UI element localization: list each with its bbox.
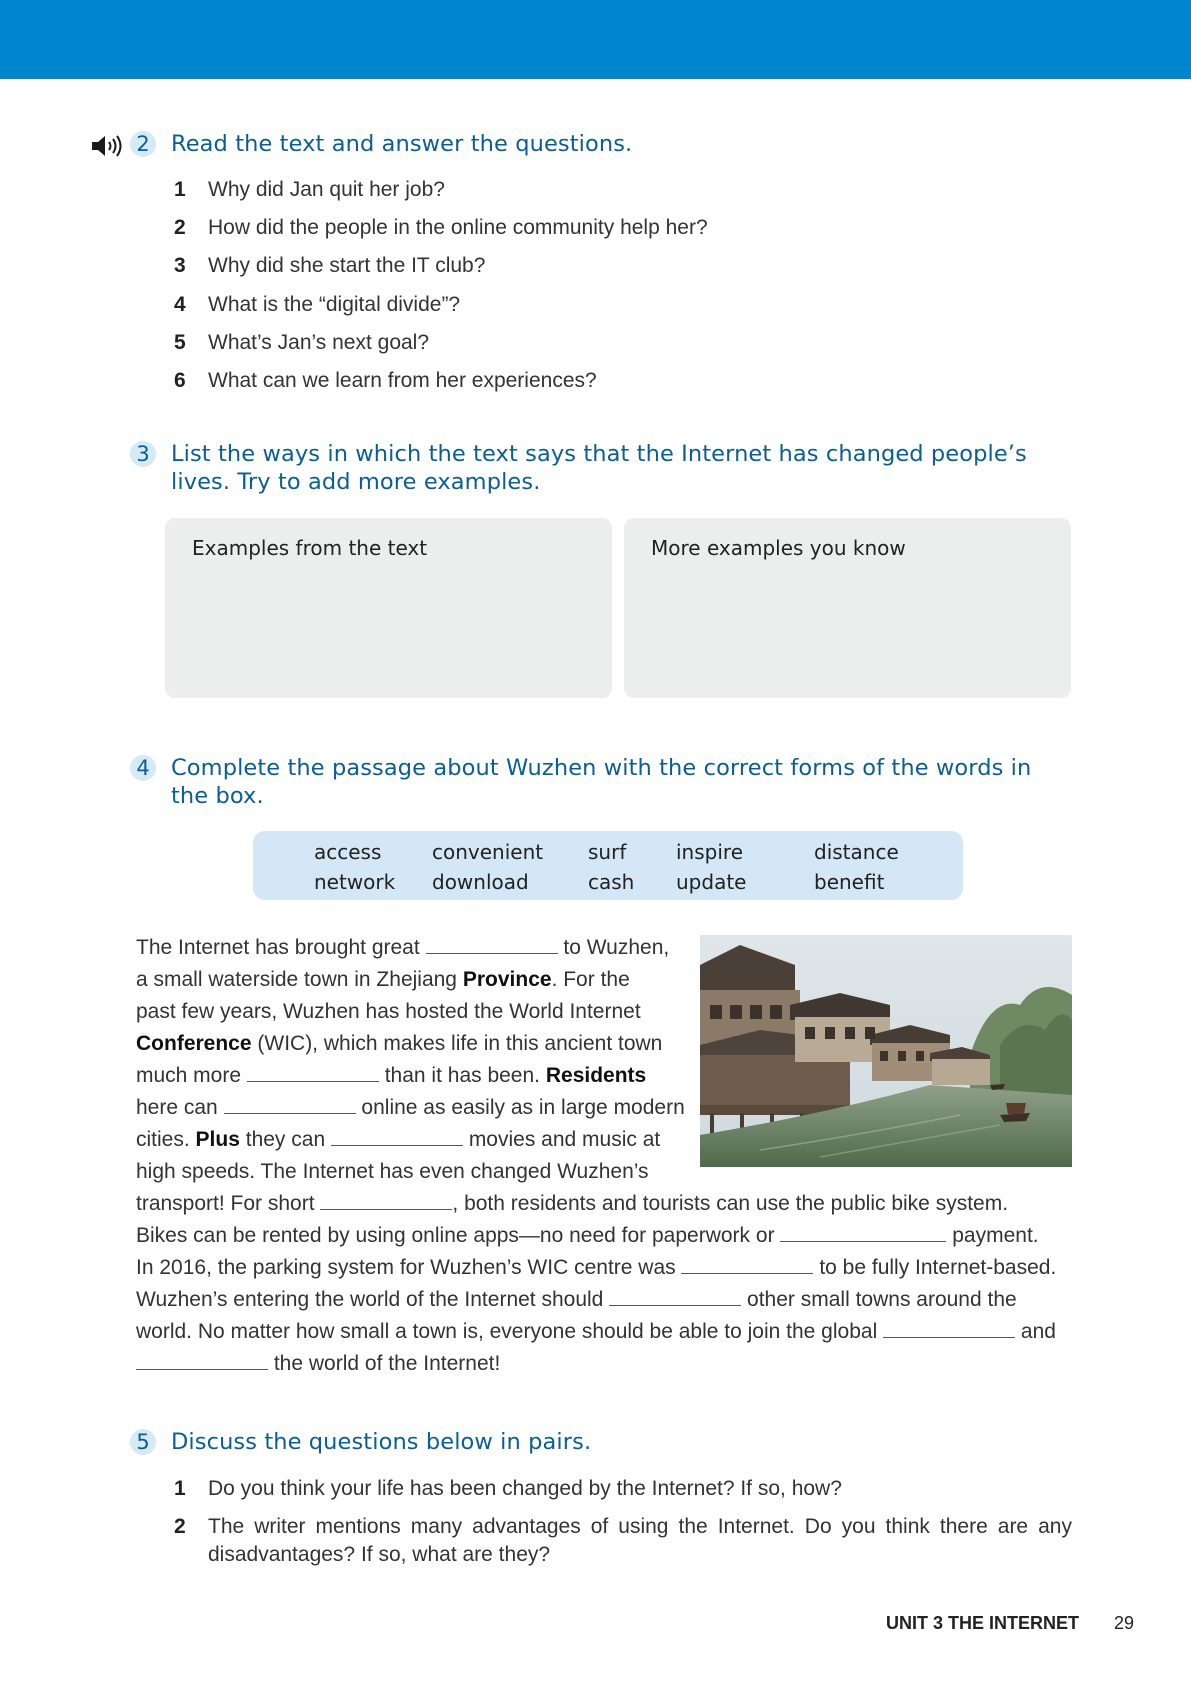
word-item: benefit [814, 870, 885, 894]
answer-blank[interactable] [609, 1285, 741, 1306]
word-item: surf [588, 840, 627, 864]
question-item [174, 1475, 1072, 1503]
question-item [174, 216, 708, 254]
word-box [253, 831, 963, 900]
exercise-5-questions [174, 1475, 1072, 1579]
word-item: convenient [432, 840, 544, 864]
passage-text: a small waterside town in Zhejiang [136, 968, 457, 991]
passage-text: past few years, Wuzhen has hosted the World Internet [136, 1000, 641, 1023]
word-item: network [314, 870, 396, 894]
passage-text: here can [136, 1096, 218, 1119]
exercise-2-heading [130, 130, 632, 158]
title-line-1: List the ways in which the text says that the Internet has changed people’s [171, 441, 1027, 467]
question-number: 6 [174, 369, 186, 392]
question-number: 2 [174, 216, 186, 239]
passage-text: Bikes can be rented by using online apps—no need for paperwork or [136, 1224, 775, 1247]
more-examples-box[interactable] [624, 518, 1071, 698]
passage-text: high speeds. The Internet has even changed Wuzhen’s [136, 1160, 649, 1183]
passage-text: transport! For short [136, 1192, 315, 1215]
passage-text: (WIC), which makes life in this ancient town [257, 1032, 663, 1055]
passage-text: other small towns around the [747, 1288, 1017, 1311]
word-item: cash [588, 870, 635, 894]
answer-blank[interactable] [780, 1221, 946, 1242]
answer-blank[interactable] [883, 1317, 1015, 1338]
exercise-title: Discuss the questions below in pairs. [171, 1429, 592, 1455]
exercise-number: 3 [130, 441, 156, 467]
exercise-number: 5 [130, 1429, 156, 1455]
question-item [174, 293, 708, 331]
question-text: How did the people in the online community help her? [208, 216, 708, 239]
passage-text: the world of the Internet! [273, 1352, 501, 1375]
answer-blank[interactable] [426, 933, 558, 954]
passage-text: Wuzhen’s entering the world of the Internet should [136, 1288, 604, 1311]
title-line-1: Complete the passage about Wuzhen with the correct forms of the words in [171, 755, 1032, 781]
bold-word: Province [462, 968, 552, 991]
word-item: distance [814, 840, 899, 864]
question-text: What can we learn from her experiences? [208, 369, 597, 392]
question-number: 5 [174, 331, 186, 354]
exercise-title [171, 754, 1031, 810]
exercise-title: Read the text and answer the questions. [171, 131, 633, 157]
bold-word: Residents [545, 1064, 647, 1087]
bold-word: Conference [136, 1032, 252, 1055]
passage-text: much more [136, 1064, 242, 1087]
question-text: Why did she start the IT club? [208, 254, 486, 277]
passage-text: In 2016, the parking system for Wuzhen’s WIC centre was [136, 1256, 676, 1279]
question-number: 3 [174, 254, 186, 277]
word-item: inspire [676, 840, 743, 864]
passage-text: world. No matter how small a town is, everyone should be able to join the global [136, 1320, 878, 1343]
passage-text: . For the [551, 968, 630, 991]
passage-text: and [1020, 1320, 1056, 1343]
answer-blank[interactable] [136, 1349, 268, 1370]
passage-text: , both residents and tourists can use the public bike system. [452, 1192, 1009, 1215]
exercise-number: 2 [130, 131, 156, 157]
exercise-2-questions [174, 178, 708, 407]
passage-text: to Wuzhen, [563, 936, 670, 959]
passage-text: payment. [952, 1224, 1039, 1247]
title-line-2: the box. [171, 783, 264, 809]
question-text: The writer mentions many advantages of using the Internet. Do you think there are any disadvantages? If so, what are they? [208, 1515, 1072, 1566]
word-item: access [314, 840, 382, 864]
question-item [174, 178, 708, 216]
passage-text: than it has been. [384, 1064, 541, 1087]
question-item [174, 331, 708, 369]
passage-text: cities. [136, 1128, 190, 1151]
bold-word: Plus [195, 1128, 240, 1151]
exercise-title [171, 440, 1027, 496]
word-item: update [676, 870, 747, 894]
question-text: Do you think your life has been changed by the Internet? If so, how? [208, 1477, 842, 1500]
question-item [174, 1513, 1072, 1569]
question-number: 4 [174, 293, 186, 316]
question-item [174, 369, 708, 407]
top-banner [0, 0, 1191, 79]
answer-blank[interactable] [681, 1253, 813, 1274]
question-text: What is the “digital divide”? [208, 293, 461, 316]
answer-blank[interactable] [224, 1093, 356, 1114]
box-label: More examples you know [651, 536, 906, 560]
exercise-4-heading [130, 754, 1031, 810]
answer-blank[interactable] [331, 1125, 463, 1146]
question-number: 2 [174, 1515, 186, 1538]
answer-blank[interactable] [247, 1061, 379, 1082]
page-footer [886, 1613, 1134, 1634]
passage-text: they can [245, 1128, 326, 1151]
exercise-3-heading [130, 440, 1027, 496]
passage-text: to be fully Internet-based. [819, 1256, 1057, 1279]
audio-speaker-icon[interactable] [91, 134, 125, 158]
examples-from-text-box[interactable] [165, 518, 612, 698]
unit-title: UNIT 3 THE INTERNET [886, 1613, 1080, 1633]
question-item [174, 254, 708, 293]
passage-text: The Internet has brought great [136, 936, 420, 959]
wuzhen-passage [136, 932, 1072, 1380]
passage-text: movies and music at [468, 1128, 661, 1151]
box-label: Examples from the text [192, 536, 428, 560]
answer-blank[interactable] [320, 1189, 452, 1210]
page-number: 29 [1114, 1613, 1135, 1633]
question-text: Why did Jan quit her job? [208, 178, 445, 201]
exercise-number: 4 [130, 755, 156, 781]
passage-text: online as easily as in large modern [361, 1096, 685, 1119]
word-item: download [432, 870, 529, 894]
title-line-2: lives. Try to add more examples. [171, 469, 541, 495]
question-text: What’s Jan’s next goal? [208, 331, 430, 354]
question-number: 1 [174, 1477, 186, 1500]
question-number: 1 [174, 178, 186, 201]
exercise-5-heading [130, 1428, 591, 1456]
